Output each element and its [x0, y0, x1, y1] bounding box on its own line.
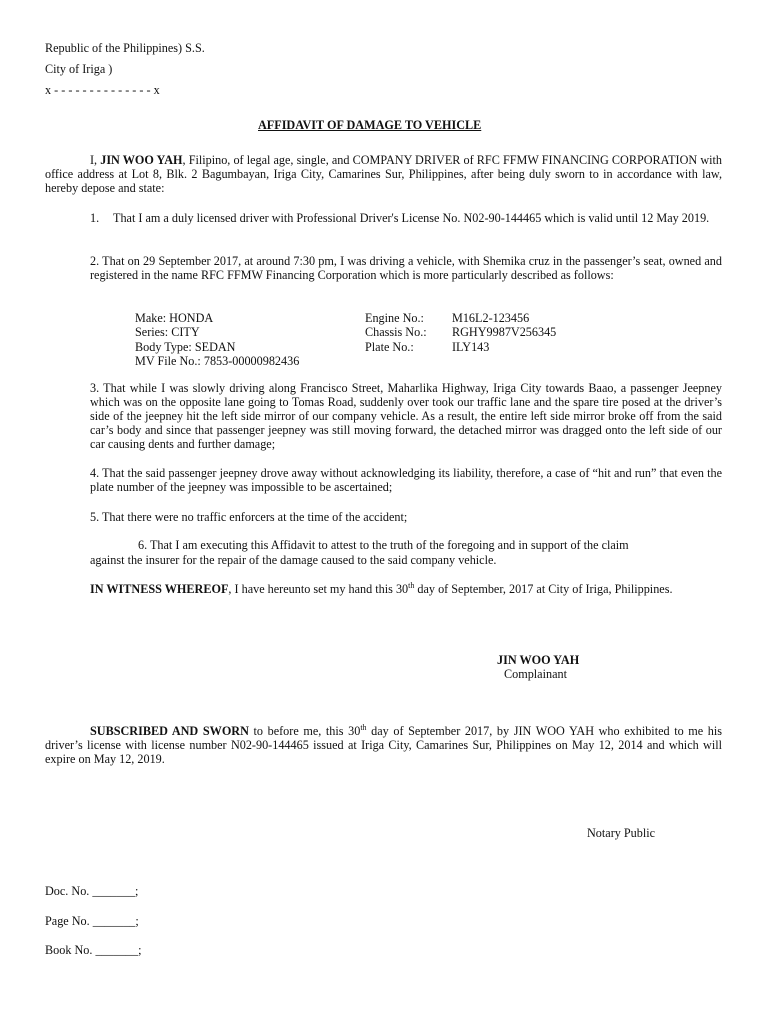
item1-text: That I am a duly licensed driver with Professional Driver's License No. N02-90-144465 which is valid until 12 May 2019.	[113, 211, 710, 225]
item6-line2: against the insurer for the repair of the damage caused to the said company vehicle.	[90, 553, 497, 567]
vehicle-body-type: Body Type: SEDAN	[135, 339, 236, 354]
document-title: AFFIDAVIT OF DAMAGE TO VEHICLE	[258, 118, 482, 132]
jurat-ordinal: th	[360, 723, 367, 732]
plate-value: ILY143	[452, 339, 490, 354]
vehicle-series: Series: CITY	[135, 325, 200, 340]
vehicle-mv-file: MV File No.: 7853-00000982436	[135, 353, 300, 368]
item3-body: 3. That while I was slowly driving along Francisco Street, Maharlika Highway, Iriga City towards Baao, a passenger Jeepney which was on the opposite lane going to Tomas Road, suddenly over took our traffic lane and the spare tire posed at the driver’s side of the jeepney hit the left side mirror of our company vehicle. As a result, the entire left side mirror broke off from the said car’s body and since that passenger jeepney was still moving forward, the detached mirror was dragged onto the left side of our car causing dents and further damage;	[90, 381, 722, 451]
book-number-line: Book No. _______;	[45, 943, 142, 957]
witness-heading: IN WITNESS WHEREOF	[90, 582, 229, 596]
chassis-label: Chassis No.:	[365, 325, 427, 340]
jurat-text-b: day of September 2017, by JIN WOO YAH who exhibited to me his driver’s license with license number N02-90-144465 issued at Iriga City, Camarines Sur, Philippines on May 12, 2014 and which will expire on May 12, 2019.	[45, 724, 723, 766]
page-number-line: Page No. _______;	[45, 914, 139, 928]
signatory-name: JIN WOO YAH	[497, 653, 580, 667]
intro-paragraph	[45, 153, 722, 195]
affiant-name: JIN WOO YAH	[100, 153, 183, 167]
chassis-value: RGHY9987V256345	[452, 325, 557, 340]
item5-text: 5. That there were no traffic enforcers at the time of the accident;	[90, 510, 408, 524]
jurat-heading: SUBSCRIBED AND SWORN	[90, 724, 249, 738]
item2-text: 2. That on 29 September 2017, at around 7:30 pm, I was driving a vehicle, with Shemika cruz in the passenger’s seat, owned and registered in the name RFC FFMW Financing Corporation which is more particularly described as follows:	[90, 254, 722, 282]
witness-text-b: day of September, 2017 at City of Iriga, Philippines.	[414, 582, 673, 596]
item2-paragraph	[90, 254, 722, 282]
intro-lead: I,	[90, 153, 101, 167]
jurat-paragraph	[45, 724, 722, 766]
plate-label: Plate No.:	[365, 339, 414, 354]
intro-text: , Filipino, of legal age, single, and COMPANY DRIVER of RFC FFMW FINANCING CORPORATION with office address at Lot 8, Blk. 2 Bagumbayan, Iriga City, Camarines Sur, Philippines, after being duly sworn to in accordance with law, hereby depose and state:	[45, 153, 722, 195]
doc-number-line: Doc. No. _______;	[45, 884, 139, 898]
vehicle-make: Make: HONDA	[135, 311, 214, 325]
witness-ordinal: th	[408, 581, 415, 590]
item1-number: 1.	[90, 211, 100, 225]
venue-separator: x - - - - - - - - - - - - - - x	[45, 83, 160, 97]
venue-city: City of Iriga )	[45, 62, 113, 76]
notary-public-label: Notary Public	[587, 826, 656, 840]
item3-text	[90, 381, 722, 451]
item6-line1: 6. That I am executing this Affidavit to attest to the truth of the foregoing and in support of the claim	[138, 538, 629, 552]
engine-value: M16L2-123456	[452, 311, 530, 325]
witness-text-a: , I have hereunto set my hand this 30	[228, 582, 409, 596]
signatory-role: Complainant	[504, 667, 567, 681]
jurat-text-a: to before me, this 30	[248, 724, 361, 738]
witness-paragraph	[45, 582, 722, 596]
engine-label: Engine No.:	[365, 311, 424, 325]
item4-text	[90, 466, 722, 494]
item4-body: 4. That the said passenger jeepney drove away without acknowledging its liability, therefore, a case of “hit and run” that even the plate number of the jeepney was impossible to be ascertained;	[90, 466, 722, 494]
venue-republic: Republic of the Philippines) S.S.	[45, 41, 205, 55]
